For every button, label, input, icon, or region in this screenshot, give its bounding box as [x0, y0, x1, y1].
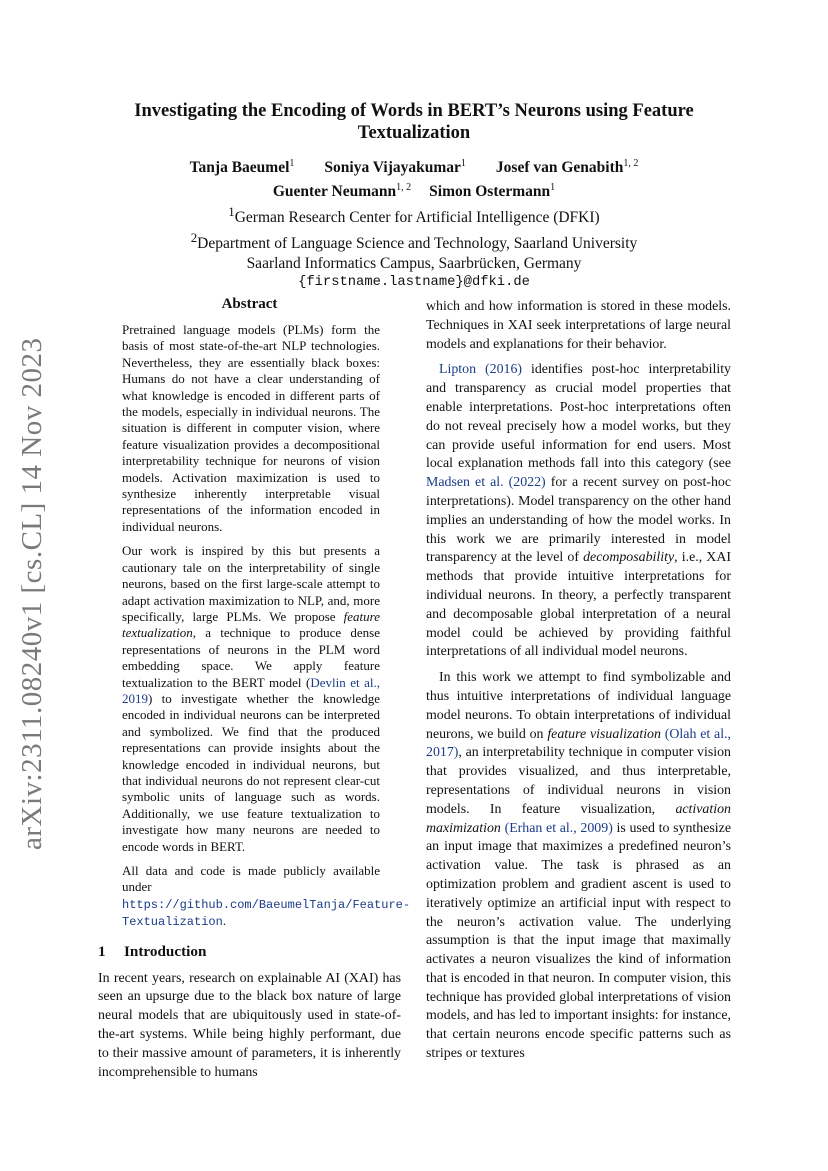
- body-paragraph: Lipton (2016) identifies post-hoc interpretability and transparency as crucial model properties that enable interpretations. Post-hoc interpretations often do not reveal precisely how a model works, but they can provide useful information for end users. Most local explanation methods fall into this category (see Madsen et al. (2022) for a recent survey on post-hoc interpretations). Model transparency on the other hand implies an understanding of how the model works. In this work we are primarily interested in model transparency at the level of decomposability, i.e., XAI methods that provide intuitive interpretations for individual neurons. In theory, a perfectly transparent and decomposable global interpretation of a neural model could be achieved by providing faithful interpretations of all individual model neurons.: [426, 362, 732, 660]
- affiliation: $^1$German Research Center for Artificial Intelligence (DFKI): [228, 204, 600, 227]
- author-row-2: [98, 178, 730, 202]
- author: Simon Ostermann$^1$: [429, 182, 556, 201]
- arxiv-identifier: arXiv:2311.08240v1 [cs.CL] 14 Nov 2023: [16, 337, 48, 850]
- abstract-paragraph: Pretrained language models (PLMs) form the basis of most state-of-the-art NLP technologies. Nevertheless, they are essentially black boxes: Humans do not have a clear understanding of what knowledge is encoded in different parts of the models, especially in individual neurons. The situation is different in computer vision, where feature visualization provides a decompositional interpretability technique for neurons of vision models. Activation maximization is used to synthesize inherently interpretable visual representations of the information encoded in individual neurons.: [122, 322, 380, 534]
- author-email: {firstname.lastname}@dfki.de: [298, 275, 530, 291]
- affiliation: $^2$Department of Language Science and Technology, Saarland University: [190, 229, 638, 253]
- abstract-paragraph: Our work is inspired by this but presents a cautionary tale on the interpretability of single neurons, based on the first large-scale attempt to adapt activation maximization to NLP, and, more specifically, large PLMs. We propose feature textualization, a technique to produce dense representations of neurons in the PLM word embedding space. We apply feature textualization to the BERT model (Devlin et al., 2019) to investigate whether the knowledge encoded in individual neurons can be interpreted and symbolized. We find that the produced representations can provide insights about the knowledge encoded in individual neurons, but that individual neurons do not represent clear-cut symbolic units of language such as words. Additionally, we use feature textualization to investigate how many neurons are needed to encode words in BERT.: [122, 543, 380, 854]
- author: Tanja Baeumel$^1$: [189, 158, 295, 177]
- citation-link[interactable]: Lipton (2016): [439, 362, 523, 378]
- abstract: [98, 322, 411, 931]
- author: Josef van Genabith$^{1, 2}$: [495, 158, 639, 177]
- author: Soniya Vijayakumar$^1$: [324, 158, 466, 177]
- affiliation: Saarland Informatics Campus, Saarbrücken, Germany: [246, 254, 582, 272]
- abstract-paragraph: All data and code is made publicly available under https://github.com/BaeumelTanja/Feature-Textualization.: [122, 863, 411, 930]
- left-column: [98, 296, 411, 1089]
- citation-link[interactable]: (Olah et al., 2017): [426, 726, 731, 761]
- abstract-heading: Abstract: [221, 296, 278, 312]
- author: Guenter Neumann$^{1, 2}$: [272, 182, 412, 201]
- body-paragraph: In recent years, research on explainable AI (XAI) has seen an upsurge due to the black box nature of large neural models that are ubiquitously used in state-of-the-art systems. While being highly performant, due to their massive amount of parameters, it is inherently incomprehensible to humans: [98, 970, 401, 1080]
- right-column: [426, 298, 731, 1071]
- section-body: [98, 970, 401, 1083]
- author-block: [98, 154, 730, 293]
- citation-link[interactable]: (Erhan et al., 2009): [504, 820, 613, 836]
- body-paragraph: which and how information is stored in these models. Techniques in XAI seek interpretations of large neural models and explanations for their behavior.: [426, 299, 731, 352]
- citation-link[interactable]: Devlin et al., 2019: [122, 674, 380, 706]
- citation-link[interactable]: Madsen et al. (2022): [426, 475, 546, 491]
- body-paragraph: In this work we attempt to find symbolizable and thus intuitive interpretations of individual language model neurons. To obtain interpretations of individual neurons, we build on feature visualization (Olah et al., 2017), an interpretability technique in computer vision that provides visualized, and thus interpretable, representations of individual neurons in vision models. In feature visualization, activation maximization (Erhan et al., 2009) is used to synthesize an input image that maximizes a predefined neuron’s activation value. The task is phrased as an optimization problem and gradient ascent is used to iteratively optimize an artificial input with respect to the neuron’s activation value. The underlying assumption is that the input image that maximally activates a neuron visualizes the kind of information that is encoded in that neuron. In computer vision, this technique has provided global interpretations of vision models, and has led to important insights: for instance, that certain neurons encode specific patterns such as stripes or textures: [426, 670, 731, 1062]
- paper-title: Investigating the Encoding of Words in BERT’s Neurons using Feature Textualization: [134, 101, 694, 143]
- author-row-1: [98, 154, 730, 178]
- section-heading: 1 Introduction: [98, 942, 207, 960]
- github-url-link[interactable]: https://github.com/BaeumelTanja/Feature-Textualization: [122, 897, 411, 930]
